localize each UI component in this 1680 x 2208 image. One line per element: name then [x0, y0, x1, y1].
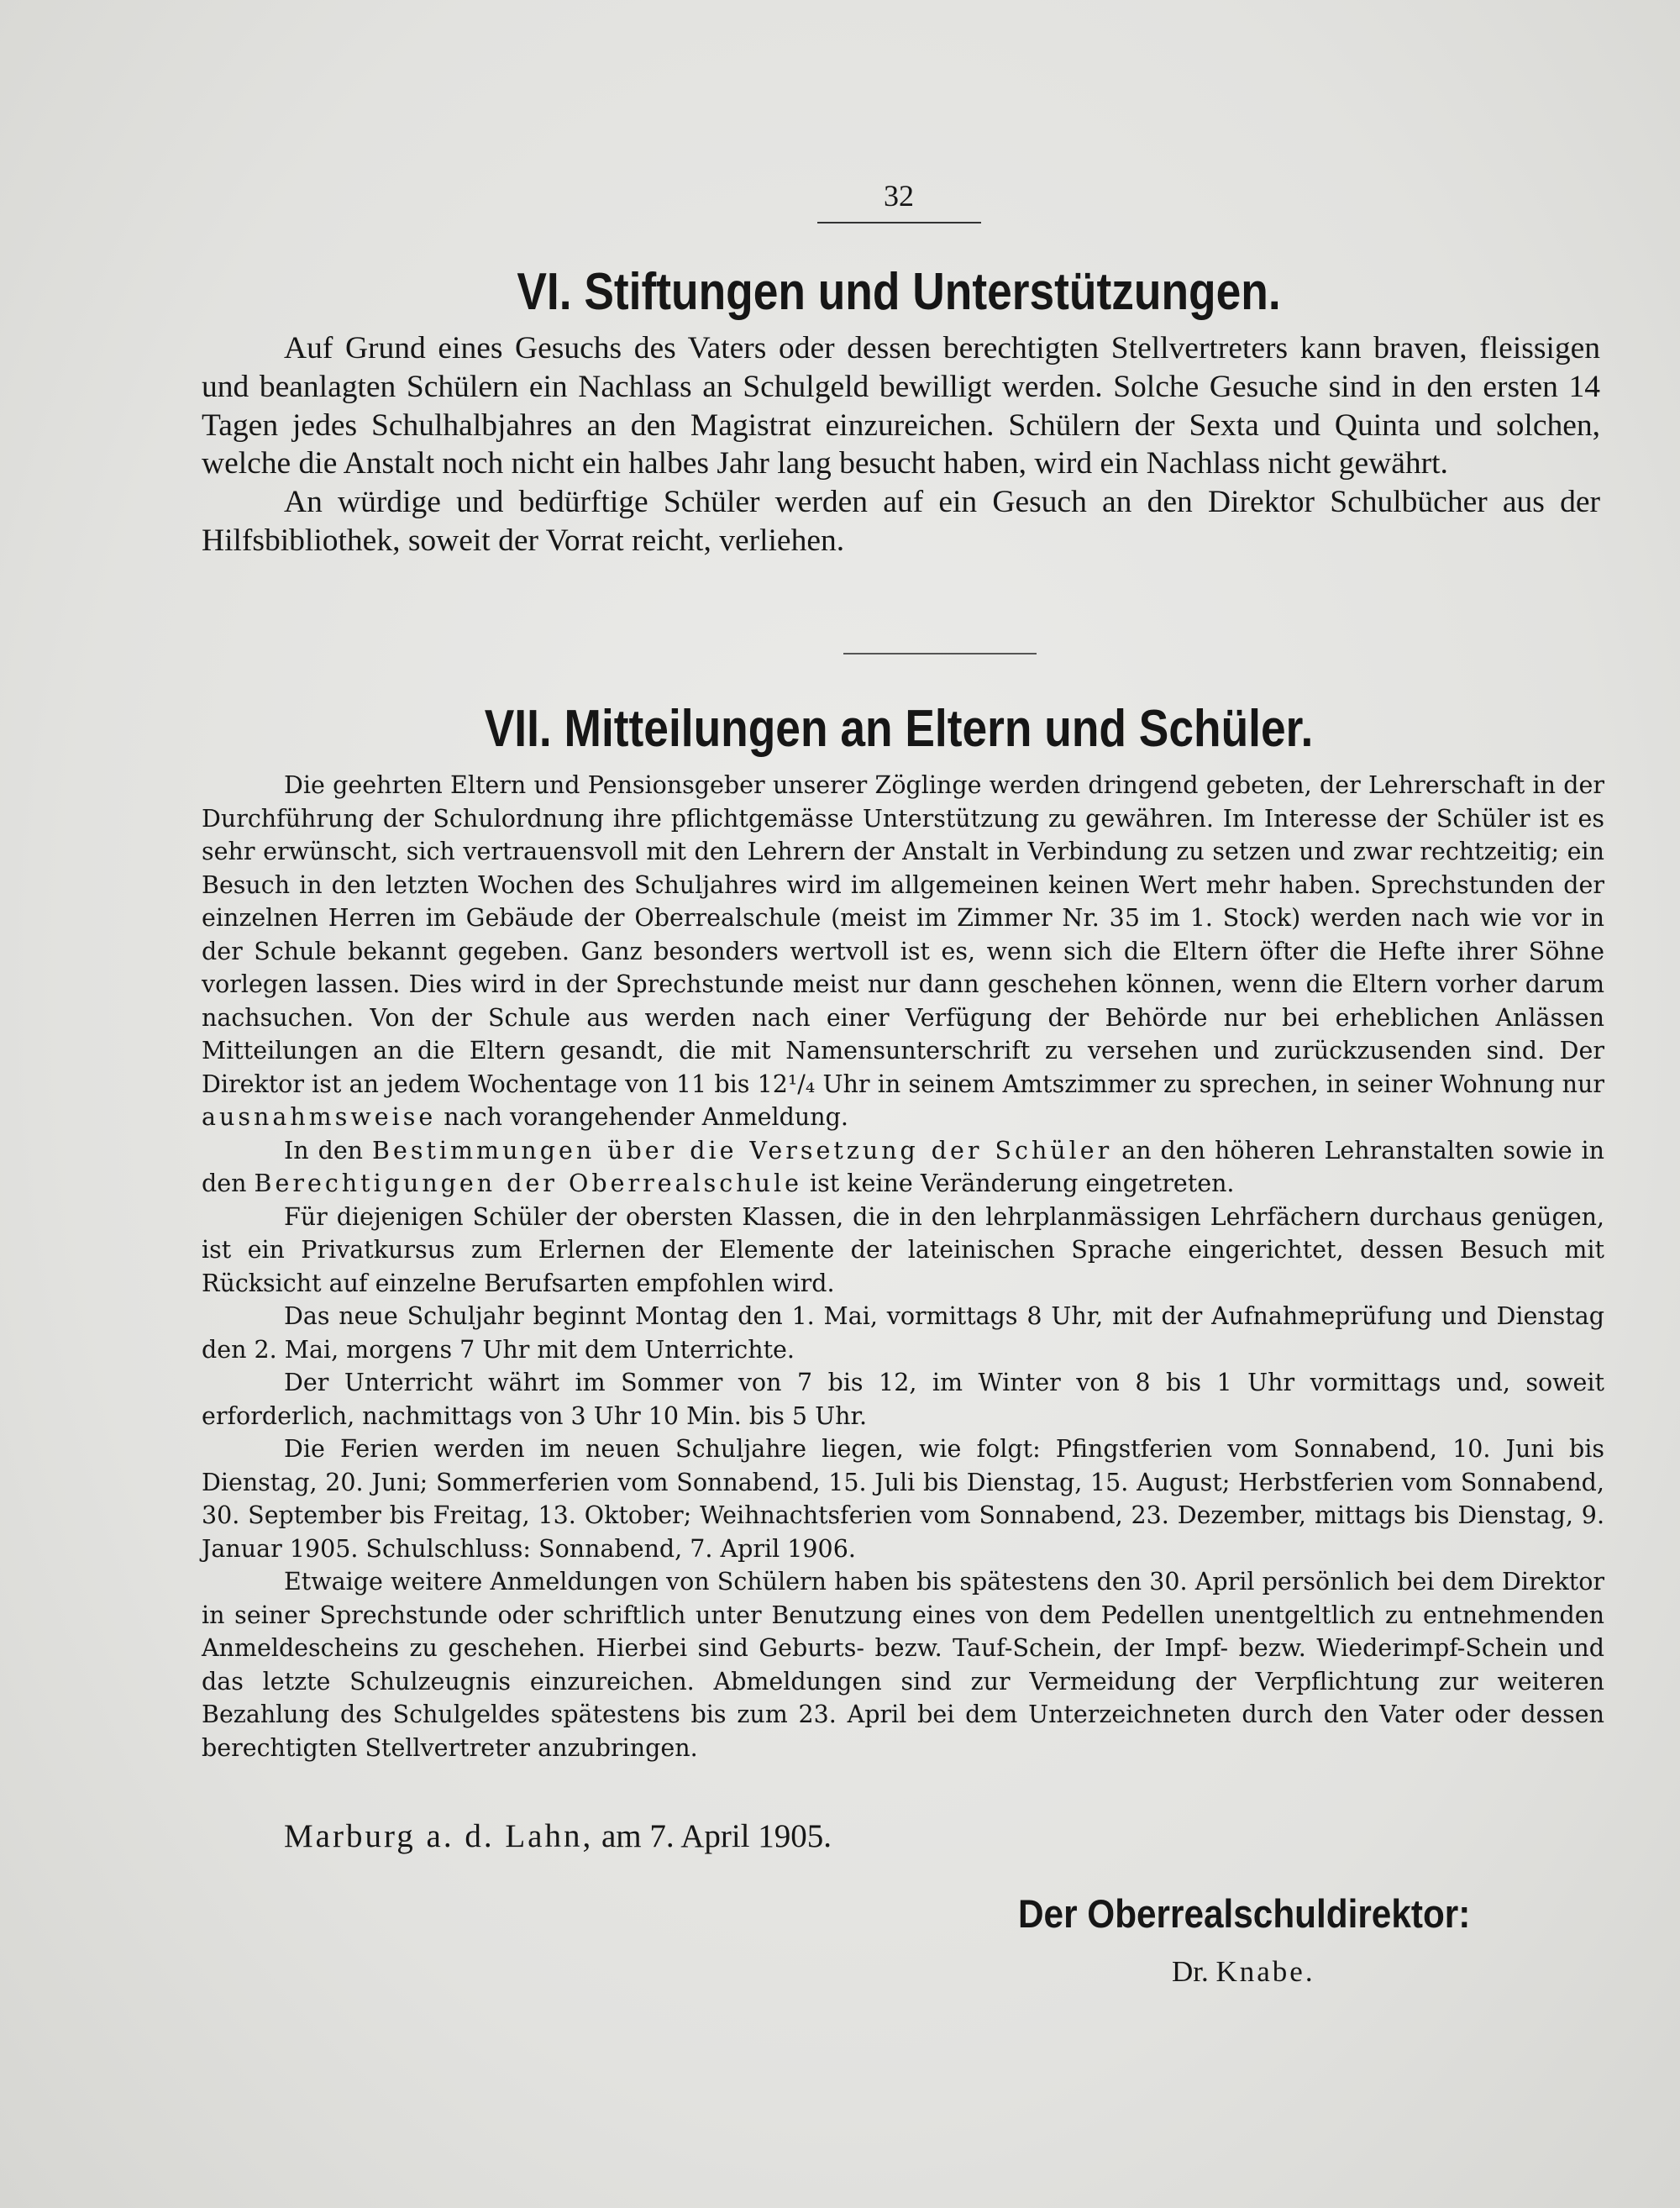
section-vi-body — [202, 329, 1600, 560]
page-number: 32 — [884, 179, 914, 213]
signer-prefix: Dr. — [1172, 1955, 1209, 1988]
paragraph: Der Unterricht währt im Sommer von 7 bis 12, im Winter von 8 bis 1 Uhr vormittags und, soweit erforderlich, nachmittags von 3 Uhr 10 Min. bis 5 Uhr. — [202, 1369, 1604, 1430]
section-heading-vi: VI. Stiftungen und Unterstützungen. — [517, 263, 1281, 321]
signer-title: Der Oberrealschuldirektor: — [1018, 1891, 1471, 1936]
text-run: nach vorangehender Anmeldung. — [444, 1103, 848, 1131]
section-divider — [843, 653, 1037, 655]
date: am 7. April 1905. — [601, 1818, 832, 1854]
paragraph: An würdige und bedürftige Schüler werden auf ein Gesuch an den Direktor Schulbücher aus der Hilfsbibliothek, soweit der Vorrat reicht, verliehen. — [202, 485, 1600, 558]
place-date-line — [284, 1817, 832, 1855]
emphasized-text: ausnahmsweise — [202, 1103, 437, 1131]
text-run: In den — [284, 1136, 364, 1164]
section-vii-body — [202, 769, 1604, 1764]
paragraph — [202, 1134, 1604, 1201]
signer-surname: Knabe. — [1215, 1955, 1315, 1988]
text-run: an den höheren Lehranstalten sowie in den — [202, 1136, 1605, 1197]
paragraph: Etwaige weitere Anmeldungen von Schülern haben bis spätestens den 30. April persönlich bei dem Direktor in seiner Sprechstunde oder schriftlich unter Benutzung eines von dem Pedellen unentgeltlich zu entnehmenden Anmeldescheins zu geschehen. Hierbei sind Geburts- bezw. Tauf-Schein, der Impf- bezw. Wiederimpf-Schein und das letzte Schulzeugnis einzureichen. Abmeldungen sind zur Vermeidung der Verpflichtung zur weiteren Bezahlung des Schulgeldes spätestens bis zum 23. April bei dem Unterzeichneten durch den Vater oder dessen berechtigten Stellvertreter anzubringen. — [202, 1568, 1604, 1762]
paragraph: Für diejenigen Schüler der obersten Klassen, die in den lehrplanmässigen Lehrfächern durchaus genügen, ist ein Privatkursus zum Erlernen der Elemente der lateinischen Sprache eingerichtet, dessen Besuch mit Rücksicht auf einzelne Berufsarten empfohlen wird. — [202, 1202, 1604, 1297]
emphasized-text: Berechtigungen der Oberrealschule — [254, 1170, 802, 1197]
place: Marburg a. d. Lahn, — [284, 1818, 594, 1854]
signer-name — [1172, 1955, 1315, 1989]
section-heading-vii: VII. Mitteilungen an Eltern und Schüler. — [484, 700, 1314, 758]
text-run: ist keine Veränderung eingetreten. — [810, 1170, 1235, 1197]
paragraph: Das neue Schuljahr beginnt Montag den 1. Mai, vormittags 8 Uhr, mit der Aufnahmeprüfung und Dienstag den 2. Mai, morgens 7 Uhr mit dem Unterrichte. — [202, 1302, 1604, 1364]
text-run: Die geehrten Eltern und Pensionsgeber unserer Zöglinge werden dringend gebeten, der Lehrerschaft in der Durchführung der Schulordnung ihre pflichtgemässe Unterstützung zu gewähren. Im Interesse der Schüler ist es sehr erwünscht, sich vertrauensvoll mit den Lehrern der Anstalt in Verbindung zu setzen und zwar rechtzeitig; ein Besuch in den letzten Wochen des Schuljahres wird im allgemeinen keinen Wert mehr haben. Sprechstunden der einzelnen Herren im Gebäude der Oberrealschule (meist im Zimmer Nr. 35 im 1. Stock) werden nach wie vor in der Schule bekannt gegeben. Ganz besonders wertvoll ist es, wenn sich die Eltern öfter die Hefte ihrer Söhne vorlegen lassen. Dies wird in der Sprechstunde meist nur dann geschehen können, wenn die Eltern vorher darum nachsuchen. Von der Schule aus werden nach einer Verfügung der Behörde nur bei erheblichen Anlässen Mitteilungen an die Eltern gesandt, die mit Namensunterschrift zu versehen und zurückzusenden sind. Der Direktor ist an jedem Wochentage von 11 bis 12¹/₄ Uhr in seinem Amtszimmer zu sprechen, in seiner Wohnung nur — [202, 771, 1604, 1098]
header-rule — [817, 222, 981, 223]
emphasized-text: Bestimmungen über die Versetzung der Schüler — [372, 1136, 1113, 1164]
paragraph — [202, 769, 1604, 1134]
paragraph: Auf Grund eines Gesuchs des Vaters oder dessen berechtigten Stellvertreters kann braven, fleissigen und beanlagten Schülern ein Nachlass an Schulgeld bewilligt werden. Solche Gesuche sind in den ersten 14 Tagen jedes Schulhalbjahres an den Magistrat einzureichen. Schülern der Sexta und Quinta und solchen, welche die Anstalt noch nicht ein halbes Jahr lang besucht haben, wird ein Nachlass nicht gewährt. — [202, 331, 1600, 481]
paragraph: Die Ferien werden im neuen Schuljahre liegen, wie folgt: Pfingstferien vom Sonnabend, 10. Juni bis Dienstag, 20. Juni; Sommerferien vom Sonnabend, 15. Juli bis Dienstag, 15. August; Herbstferien vom Sonnabend, 30. September bis Freitag, 13. Oktober; Weihnachtsferien vom Sonnabend, 23. Dezember, mittags bis Dienstag, 9. Januar 1905. Schulschluss: Sonnabend, 7. April 1906. — [202, 1435, 1604, 1563]
